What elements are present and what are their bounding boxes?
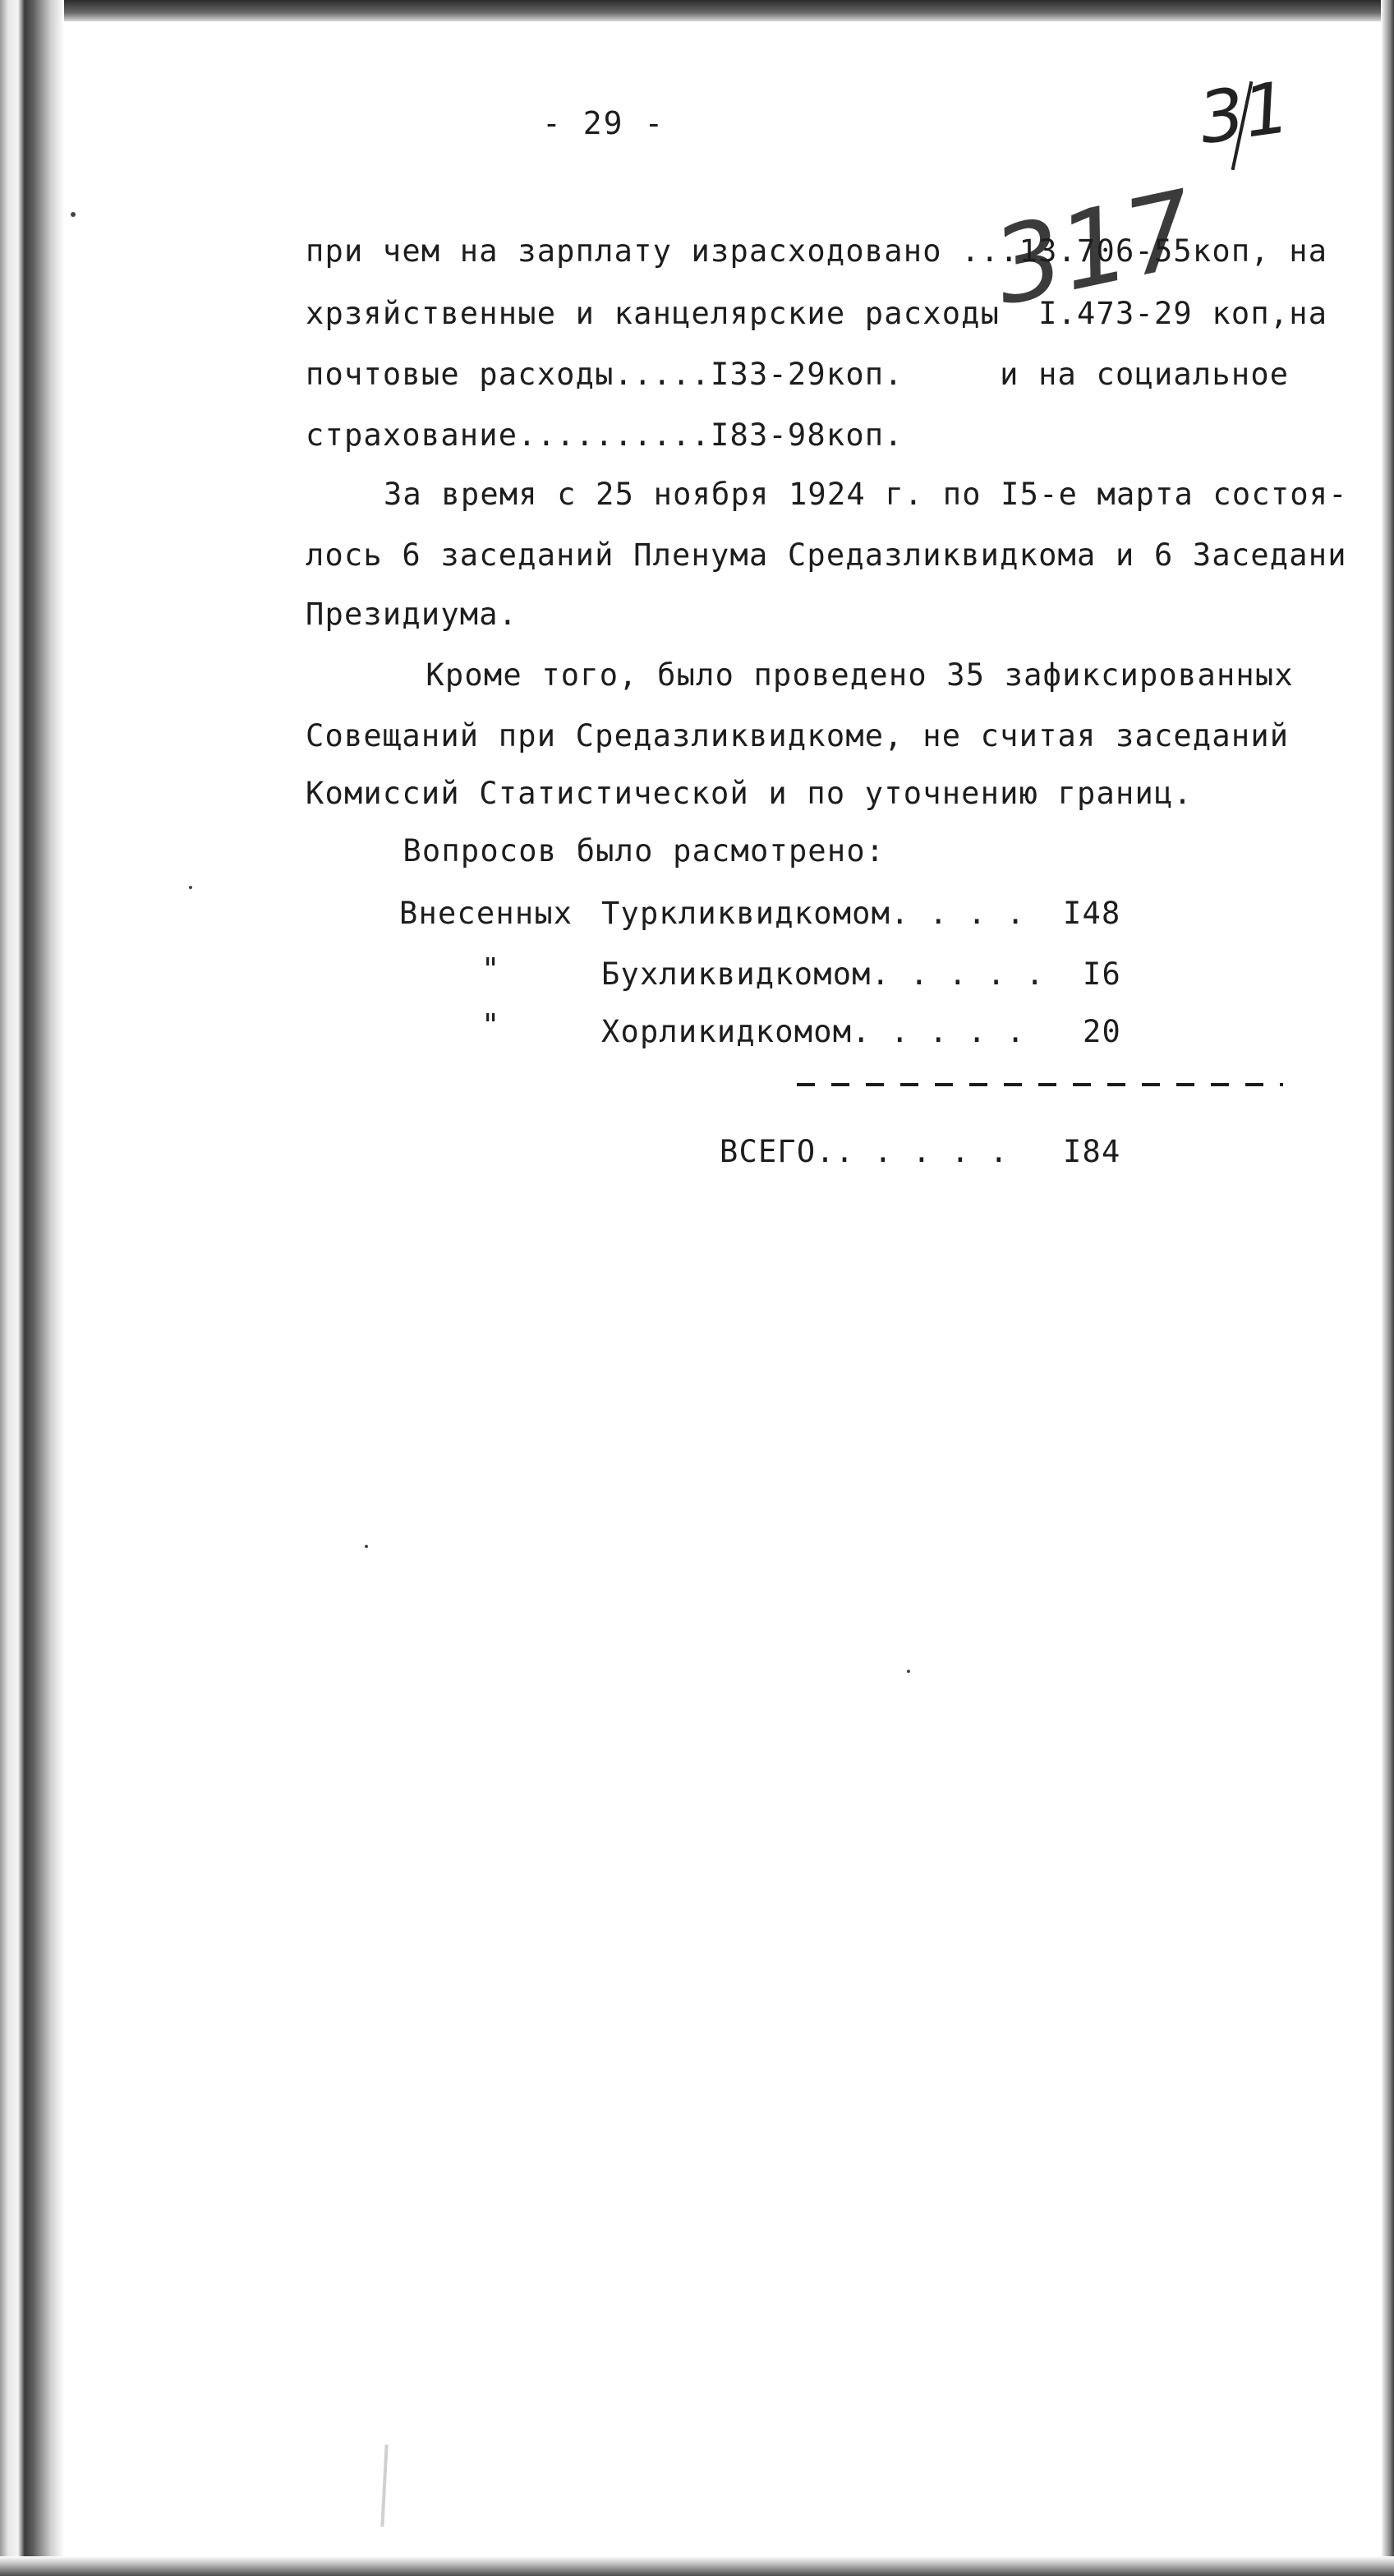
body-line-6: лось 6 заседаний Пленума Средазликвидкома и 6 Заседани — [306, 537, 1347, 573]
scan-speck — [907, 1670, 910, 1673]
questions-row-source: Бухликвидкомом. . . . . — [601, 956, 1045, 992]
body-line-10: Комиссий Статистической и по уточнению границ. — [306, 776, 1193, 811]
scan-right-edge — [1381, 0, 1394, 2576]
body-line-9: Совещаний при Средазликвидкоме, не считая заседаний — [306, 718, 1290, 753]
body-line-2: хрзяйственные и канцелярские расходы I.473-29 коп,на — [306, 296, 1328, 331]
questions-row-count: I6 — [1083, 956, 1121, 992]
body-line-8: Кроме того, было проведено 35 зафиксированных — [368, 657, 1294, 693]
folio-number: 31 — [1194, 66, 1295, 161]
body-line-5: За время с 25 ноября 1924 г. по I5-е марта состоя- — [345, 477, 1348, 512]
questions-row-ditto: " — [481, 952, 501, 987]
questions-row-count: 20 — [1083, 1014, 1121, 1049]
questions-intro: Внесенных — [399, 896, 573, 931]
questions-row-source: Туркликвидкомом. . . . — [601, 896, 1026, 931]
body-line-7: Президиума. — [306, 597, 518, 632]
body-line-1: при чем на зарплату израсходовано ...13.706-55коп, на — [306, 233, 1328, 269]
handwritten-number: 317 — [983, 168, 1206, 329]
body-line-4: страхование..........I83-98коп. — [306, 417, 904, 453]
scan-top-edge — [0, 0, 1394, 21]
scan-left-edge — [0, 0, 64, 2576]
questions-row-source: Хорликидкомом. . . . . — [601, 1014, 1026, 1049]
total-label: ВСЕГО.. . . . . — [720, 1134, 1010, 1169]
questions-row-ditto: " — [481, 1007, 501, 1043]
scan-scratch — [380, 2445, 388, 2527]
questions-row-count: I48 — [1063, 896, 1121, 931]
body-line-11: Вопросов было расмотрено: — [345, 833, 886, 869]
scan-speck — [71, 212, 76, 217]
scan-bottom-edge — [0, 2556, 1394, 2576]
total-separator-dashes — [797, 1083, 1283, 1086]
scan-speck — [365, 1545, 368, 1548]
page-number: - 29 - — [542, 105, 665, 141]
scan-speck — [189, 886, 192, 889]
total-value: I84 — [1063, 1134, 1121, 1169]
body-line-3: почтовые расходы.....I33-29коп. и на социальное — [306, 357, 1290, 392]
